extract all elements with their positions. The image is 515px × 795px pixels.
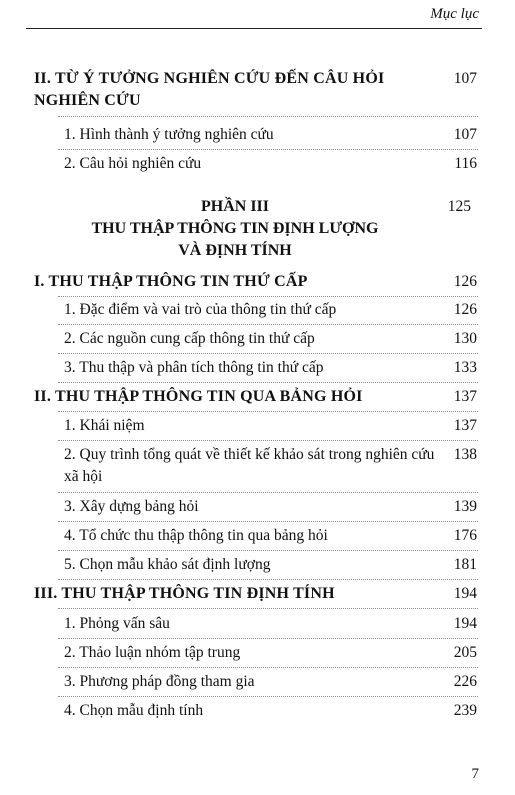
- toc-page-number: 226: [453, 673, 477, 690]
- part-heading-line: THU THẬP THÔNG TIN ĐỊNH LƯỢNG: [91, 220, 379, 237]
- toc-item-title: 3. Thu thập và phân tích thông tin thứ cấp: [64, 359, 324, 376]
- toc-section-title: I. THU THẬP THÔNG TIN THỨ CẤP: [34, 273, 308, 290]
- toc-item-title: 2. Câu hỏi nghiên cứu: [64, 155, 202, 172]
- toc-page-number: 130: [453, 330, 477, 347]
- row-separator: [58, 440, 478, 441]
- row-separator: [58, 579, 478, 580]
- row-separator: [58, 638, 478, 639]
- toc-item[interactable]: [64, 613, 444, 635]
- toc-item-title: 4. Tổ chức thu thập thông tin qua bảng hỏi: [64, 527, 328, 544]
- toc-item[interactable]: [64, 357, 444, 379]
- toc-item[interactable]: [64, 153, 444, 175]
- toc-item-title: 2. Quy trình tổng quát về thiết kế khảo sát trong nghiên cứu xã hội: [64, 446, 435, 485]
- toc-item-title: 1. Khái niệm: [64, 417, 145, 434]
- toc-item-title: 2. Các nguồn cung cấp thông tin thứ cấp: [64, 330, 315, 347]
- row-separator: [58, 116, 478, 117]
- toc-item-title: 4. Chọn mẫu định tính: [64, 702, 204, 719]
- row-separator: [58, 149, 478, 150]
- toc-page-number: 107: [453, 126, 477, 143]
- row-separator: [58, 324, 478, 325]
- toc-item-title: 3. Xây dựng bảng hỏi: [64, 498, 199, 515]
- toc-item[interactable]: [64, 444, 444, 488]
- toc-item[interactable]: [64, 554, 444, 576]
- part-heading-line: PHẦN III: [200, 198, 269, 215]
- row-separator: [58, 411, 478, 412]
- toc-page-number: 107: [453, 70, 477, 87]
- toc-item[interactable]: [64, 415, 444, 437]
- toc-page-number: 126: [453, 273, 477, 290]
- page-number: 7: [471, 766, 479, 782]
- toc-item-title: 1. Phỏng vấn sâu: [64, 615, 170, 632]
- toc-item-title: 1. Đặc điểm và vai trò của thông tin thứ cấp: [64, 301, 337, 318]
- toc-section[interactable]: [34, 386, 404, 408]
- row-separator: [58, 667, 478, 668]
- row-separator: [58, 296, 478, 297]
- toc-item[interactable]: [64, 700, 444, 722]
- toc-item[interactable]: [64, 671, 444, 693]
- page-header: Mục lục: [430, 6, 479, 22]
- row-separator: [58, 492, 478, 493]
- toc-page-number: 176: [453, 527, 477, 544]
- row-separator: [58, 521, 478, 522]
- toc-page-number: 194: [453, 585, 477, 602]
- toc-page-number: 138: [453, 446, 477, 463]
- toc-page-number: 139: [453, 498, 477, 515]
- row-separator: [58, 608, 478, 609]
- row-separator: [58, 696, 478, 697]
- toc-item[interactable]: [64, 124, 444, 146]
- toc-item[interactable]: [64, 299, 444, 321]
- toc-page-number: 239: [453, 702, 477, 719]
- toc-section[interactable]: [34, 68, 404, 112]
- toc-page-number: 194: [453, 615, 477, 632]
- header-rule: [26, 28, 482, 29]
- toc-page-number: 181: [453, 556, 477, 573]
- toc-item-title: 3. Phương pháp đồng tham gia: [64, 673, 255, 690]
- toc-item-title: 1. Hình thành ý tưởng nghiên cứu: [64, 126, 274, 143]
- part-heading: [80, 196, 390, 262]
- toc-page-number: 137: [453, 388, 477, 405]
- toc-item-title: 5. Chọn mẫu khảo sát định lượng: [64, 556, 271, 573]
- toc-page-number: 126: [453, 301, 477, 318]
- toc-item[interactable]: [64, 525, 444, 547]
- toc-page-number: 116: [454, 155, 477, 172]
- row-separator: [58, 550, 478, 551]
- toc-page-number: 137: [453, 417, 477, 434]
- toc-section[interactable]: [34, 271, 404, 293]
- toc-section-title: III. THU THẬP THÔNG TIN ĐỊNH TÍNH: [34, 585, 335, 602]
- toc-page-number: 125: [447, 198, 471, 215]
- toc-item[interactable]: [64, 328, 444, 350]
- row-separator: [58, 382, 478, 383]
- toc-section-title: II. THU THẬP THÔNG TIN QUA BẢNG HỎI: [34, 388, 363, 405]
- toc-page-number: 133: [453, 359, 477, 376]
- row-separator: [58, 353, 478, 354]
- toc-item-title: 2. Thảo luận nhóm tập trung: [64, 644, 241, 661]
- toc-section[interactable]: [34, 583, 404, 605]
- toc-item[interactable]: [64, 496, 444, 518]
- toc-item[interactable]: [64, 642, 444, 664]
- toc-page-number: 205: [453, 644, 477, 661]
- toc-section-title: II. TỪ Ý TƯỞNG NGHIÊN CỨU ĐẾN CÂU HỎI NGHIÊN CỨU: [34, 70, 385, 109]
- part-heading-line: VÀ ĐỊNH TÍNH: [178, 242, 292, 259]
